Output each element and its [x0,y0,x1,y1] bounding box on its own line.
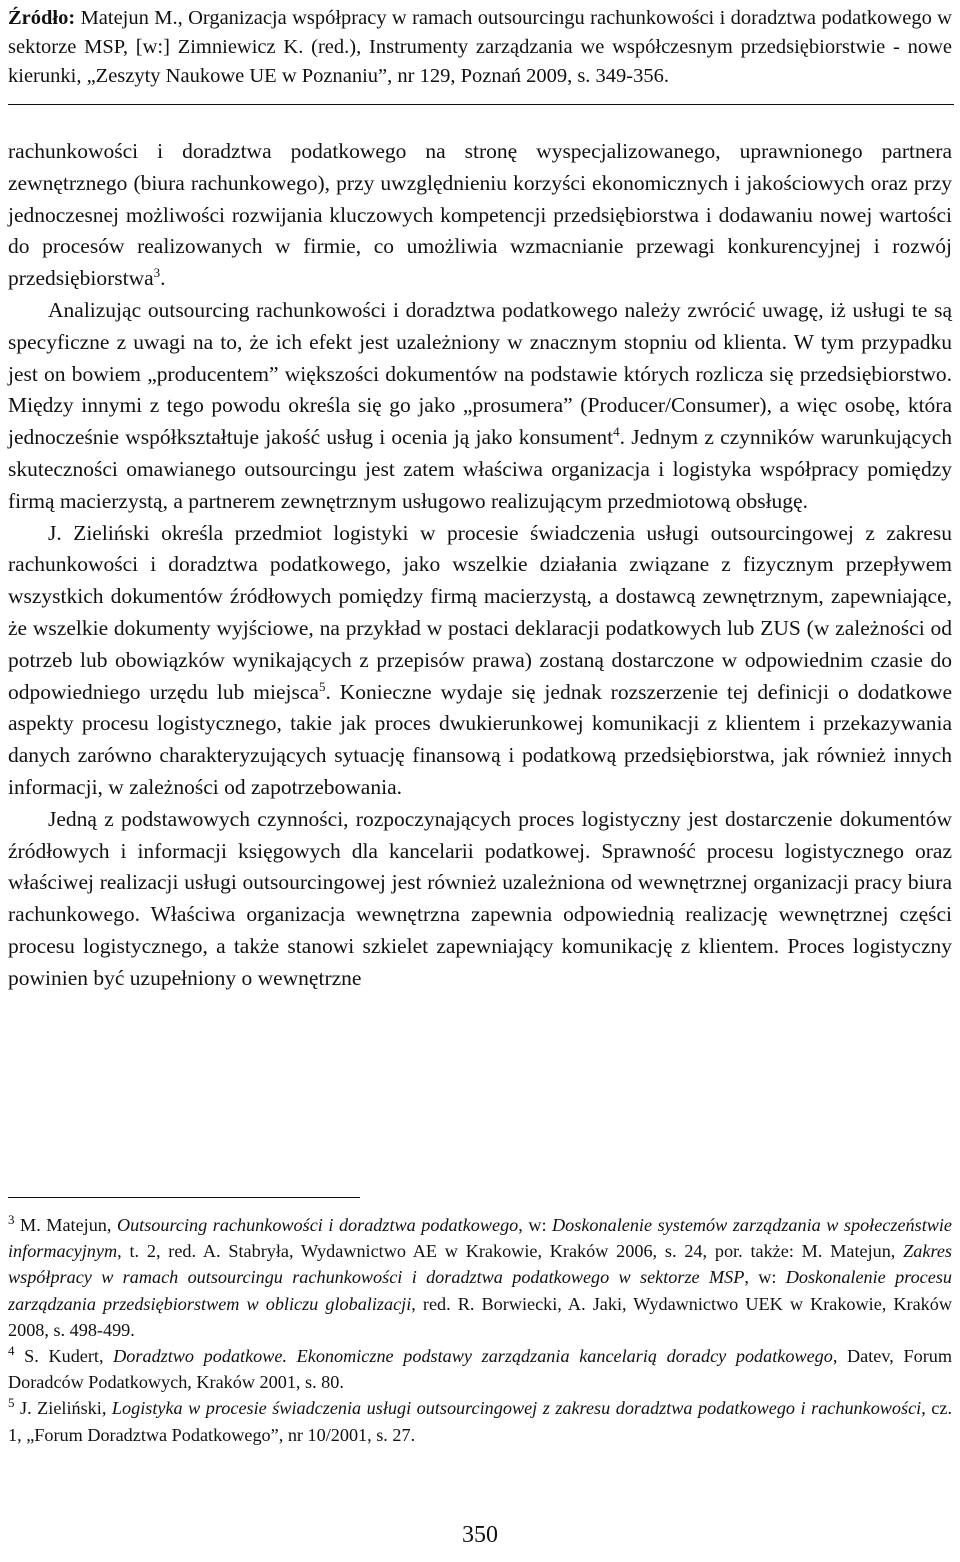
footnote-4-title: Doradztwo podatkowe. Ekonomiczne podstawy zarządzania kancelarią doradcy podatkowego [113,1346,833,1367]
paragraph-2-text-cont: . Jednym z czynników warunkujących skuteczności omawianego outsourcingu jest zatem właściwa organizacja i logistyka współpracy pomiędzy firmą macierzystą, a partnerem zewnętrznym usługowo realizującym przedmiotową obsługę. [8,425,952,513]
paragraph-2-text: Analizując outsourcing rachunkowości i doradztwa podatkowego należy zwrócić uwagę, iż usługi te są specyficzne z uwagi na to, że ich efekt jest uzależniony w znacznym stopniu od klienta. W tym przypadku jest on bowiem „producentem” większości dokumentów na podstawie których rozlicza się przedsiębiorstwo. Między innymi z tego powodu określa się go jako „prosumera” (Producer/Consumer), a więc osobę, która jednocześnie współkształtuje jakość usług i ocenia ją jako konsument [8,297,952,450]
paragraph-1-end: . [160,266,166,291]
footnote-3-sep-2: , w: [744,1267,786,1288]
source-text: Matejun M., Organizacja współpracy w ramach outsourcingu rachunkowości i doradztwa podatkowego w sektorze MSP, [w:] Zimniewicz K. (red.), Instrumenty zarządzania we współczesnym przedsiębiorstwie - nowe kierunki, „Zeszyty Naukowe UE w Poznaniu”, nr 129, Poznań 2009, s. 349-356. [8,7,952,87]
footnote-5-author: J. Zieliński, [20,1398,112,1419]
footnote-3-sep: , w: [518,1215,553,1235]
source-label: Źródło: [8,7,76,29]
footnotes [8,1212,952,1448]
footnote-4-number: 4 [8,1342,15,1358]
paragraph-3-text-cont: . Konieczne wydaje się jednak rozszerzenie tej definicji o dodatkowe aspekty procesu logistycznego, takie jak proces dwukierunkowej komunikacji z klientem i przekazywania danych zarówno charakteryzujących sytuację finansową i podatkową przedsiębiorstwa, jak również innych informacji, w zależności od zapotrzebowania. [8,679,952,799]
footnote-5 [8,1395,952,1447]
page-number: 350 [462,1522,498,1548]
footnote-5-title: Logistyka w procesie świadczenia usługi outsourcingowej z zakresu doradztwa podatkowego i rachunkowości [111,1398,922,1419]
footnote-4-details: , Datev, Forum Doradców Podatkowych, Kraków 2001, s. 80. [8,1346,952,1393]
footnote-4 [8,1343,952,1395]
footnote-3-title: Outsourcing rachunkowości i doradztwa podatkowego [116,1215,519,1235]
footnote-5-number: 5 [8,1395,15,1411]
paragraph-1-text: rachunkowości i doradztwa podatkowego na stronę wyspecjalizowanego, uprawnionego partnera zewnętrznego (biura rachunkowego), przy uwzględnieniu korzyści ekonomicznych i jakościowych oraz przy jednoczesnej możliwości rozwijania kluczowych kompetencji przedsiębiorstwa i dodawaniu nowej wartości do procesów realizowanych w firmie, co umożliwia wzmacnianie przewagi konkurencyjnej i rozwój przedsiębiorstwa [8,139,952,291]
footnote-3-book: Doskonalenie systemów zarządzania w społeczeństwie informacyjnym [8,1215,952,1262]
main-text [8,136,952,995]
footnote-separator [8,1197,360,1198]
footnote-3-author: M. Matejun, [20,1215,117,1235]
footnote-3-details: , t. 2, red. A. Stabryła, Wydawnictwo AE w Krakowie, Kraków 2006, s. 24, por. także: M. Matejun, [117,1241,904,1262]
footnote-3 [8,1212,952,1343]
footnote-5-details: , cz. 1, „Forum Doradztwa Podatkowego”, nr 10/2001, s. 27. [8,1398,952,1445]
paragraph-1 [8,136,952,295]
footnote-3-number: 3 [8,1211,15,1227]
header-rule [8,104,954,105]
footnote-ref-3[interactable]: 3 [153,265,161,281]
footnote-3-book-2: Doskonalenie procesu zarządzania przedsiębiorstwem w obliczu globalizacji [8,1267,953,1314]
source-citation [8,4,952,91]
footnote-ref-5[interactable]: 5 [318,678,326,694]
paragraph-4: Jedną z podstawowych czynności, rozpoczynających proces logistyczny jest dostarczenie dokumentów źródłowych i informacji księgowych dla kancelarii podatkowej. Sprawność procesu logistycznego oraz właściwej realizacji usługi outsourcingowej jest również uzależniona od wewnętrznej organizacji pracy biura rachunkowego. Właściwa organizacja wewnętrzna zapewnia odpowiednią realizację wewnętrznej części procesu logistycznego, a także stanowi szkielet zapewniający komunikację z klientem. Proces logistyczny powinien być uzupełniony o wewnętrzne [8,806,952,990]
footnote-ref-4[interactable]: 4 [613,424,620,440]
paragraph-2 [8,295,952,518]
paragraph-3-text: J. Zieliński określa przedmiot logistyki w procesie świadczenia usługi outsourcingowej z zakresu rachunkowości i doradztwa podatkowego, jako wszelkie działania związane z fizycznym przepływem wszystkich dokumentów źródłowych pomiędzy firmą macierzystą, a dostawcą zewnętrznym, zapewniające, że wszelkie dokumenty wyjściowe, na przykład w postaci deklaracji podatkowych lub ZUS (w zależności od potrzeb lub obowiązków wynikających z przepisów prawa) zostaną dostarczone w odpowiednim czasie do odpowiedniego urzędu lub miejsca [8,520,952,704]
footnote-3-details-2: , red. R. Borwiecki, A. Jaki, Wydawnictwo UEK w Krakowie, Kraków 2008, s. 498-499. [8,1293,952,1340]
paragraph-3 [8,518,952,804]
footnote-3-title-2: Zakres współpracy w ramach outsourcingu rachunkowości i doradztwa podatkowego w sektorze MSP [8,1241,952,1288]
footnote-4-author: S. Kudert, [24,1346,114,1367]
